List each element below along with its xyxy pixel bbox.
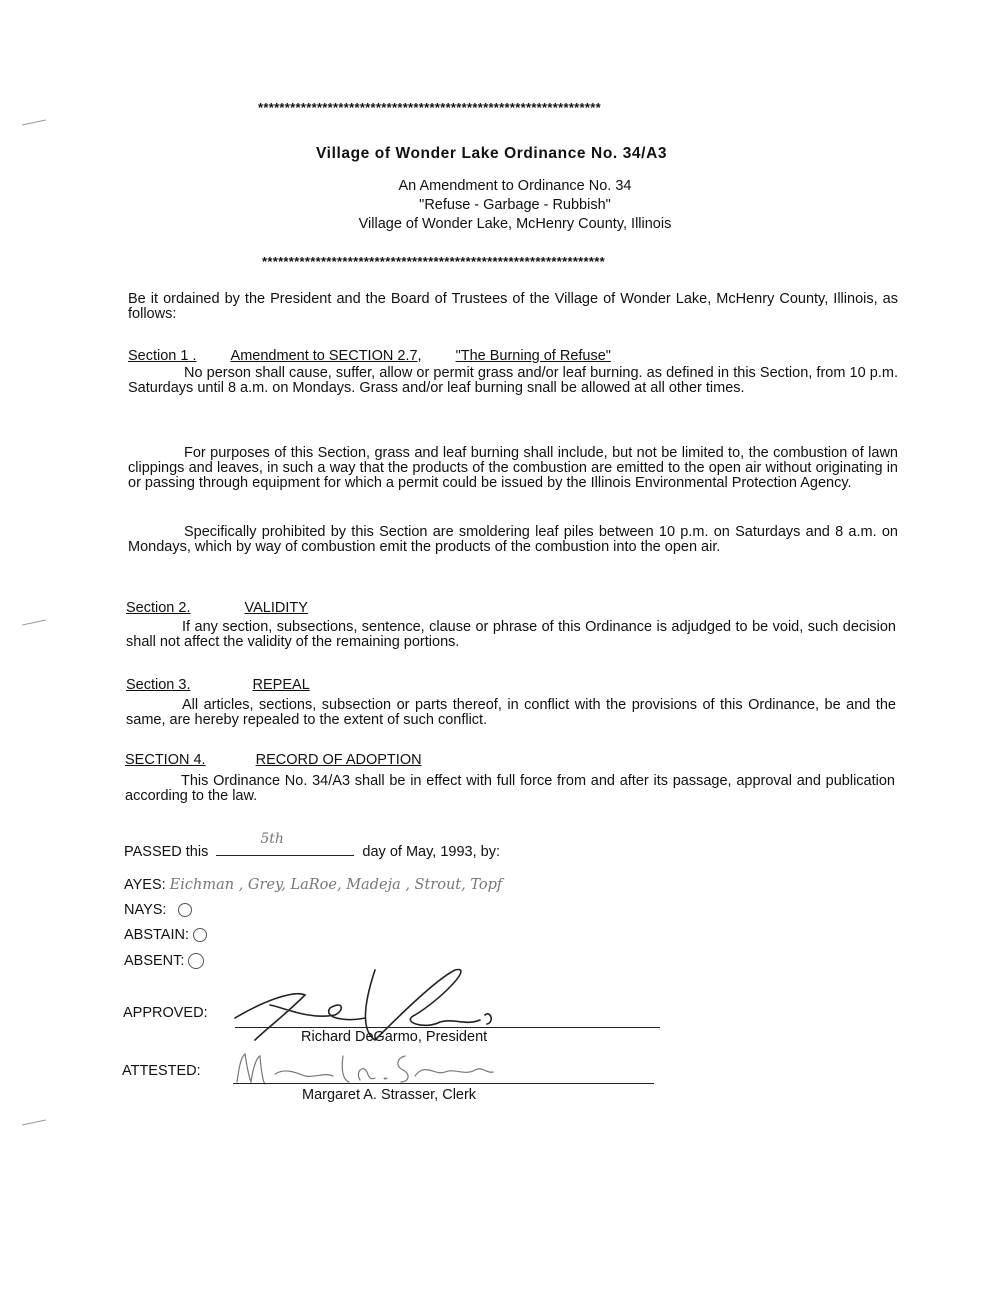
approved-signature-line [235,1027,660,1028]
absent-zero-handwritten [188,953,204,969]
section-title-extra: "The Burning of Refuse" [455,348,611,364]
star-divider-bottom: **************************************************************** [262,254,605,269]
margin-mark [22,620,46,626]
section-1-heading [128,348,611,364]
ayes-label: AYES: [124,877,166,893]
subtitle-line: Village of Wonder Lake, McHenry County, Illinois [358,216,672,232]
abstain-label: ABSTAIN: [124,927,189,943]
subtitle-line: "Refuse - Garbage - Rubbish" [419,197,611,213]
absent-line [124,953,204,969]
abstain-zero-handwritten [193,928,207,942]
star-divider-top: **************************************************************** [258,100,601,115]
attested-label: ATTESTED: [122,1063,201,1079]
attested-name: Margaret A. Strasser, Clerk [302,1087,477,1103]
section-4-heading [125,752,422,768]
section-number: Section 1 . [128,348,197,364]
section-2-paragraph: If any section, subsections, sentence, clause or phrase of this Ordinance is adjudged to be void, such decision shall not affect the validity of the remaining portions. [126,619,896,650]
section-title: RECORD OF ADOPTION [255,752,422,768]
ayes-line [124,877,502,893]
document-title: Village of Wonder Lake Ordinance No. 34/A3 [316,145,668,162]
subtitle-line: An Amendment to Ordinance No. 34 [398,178,632,194]
day-blank [216,831,354,856]
section-1-paragraph: Specifically prohibited by this Section are smoldering leaf piles between 10 p.m. on Saturdays and 8 a.m. on Mondays, which by way of combustion emit the products of the combustion into the open air. [128,524,898,555]
section-number: Section 3. [126,677,191,693]
section-title: VALIDITY [244,600,308,616]
section-3-paragraph: All articles, sections, subsection or parts thereof, in conflict with the provisions of this Ordinance, be and the same, are hereby repealed to the extent of such conflict. [126,697,896,728]
nays-zero-handwritten [178,903,192,917]
approved-name: Richard DeGarmo, President [301,1029,488,1045]
section-1-paragraph: For purposes of this Section, grass and leaf burning shall include, but not be limited to, the combustion of lawn clippings and leaves, in such a way that the products of the combustion are emitted to the open air without originating in or passing through equipment for which a permit could be issued by the Illinois Environmental Protection Agency. [128,445,898,491]
section-2-heading [126,600,308,616]
passed-line [124,831,500,860]
section-4-paragraph: This Ordinance No. 34/A3 shall be in effect with full force from and after its passage, approval and publication according to the law. [125,773,895,804]
document-subtitle [255,177,775,234]
section-3-heading [126,677,310,693]
nays-line [124,902,192,918]
section-number: SECTION 4. [125,752,206,768]
approved-label: APPROVED: [123,1005,208,1021]
passed-suffix: day of May, 1993, by: [362,844,500,860]
day-handwritten: 5th [260,831,284,847]
preamble: Be it ordained by the President and the Board of Trustees of the Village of Wonder Lake, McHenry County, Illinois, as follows: [128,291,898,322]
attested-signature-line [233,1083,654,1084]
absent-label: ABSENT: [124,953,185,969]
section-title: REPEAL [252,677,310,693]
section-number: Section 2. [126,600,191,616]
section-1-paragraph: No person shall cause, suffer, allow or permit grass and/or leaf burning. as defined in this Section, from 10 p.m. Saturdays until 8 a.m. on Mondays. Grass and/or leaf burning snall be allowed at all other times. [128,365,898,396]
passed-prefix: PASSED this [124,844,209,860]
nays-label: NAYS: [124,902,167,918]
margin-mark [22,1120,46,1126]
abstain-line [124,927,207,943]
section-title: Amendment to SECTION 2.7, [230,348,422,364]
margin-mark [22,120,46,126]
ayes-handwritten: Eichman , Grey, LaRoe, Madeja , Strout, Topf [169,877,503,893]
